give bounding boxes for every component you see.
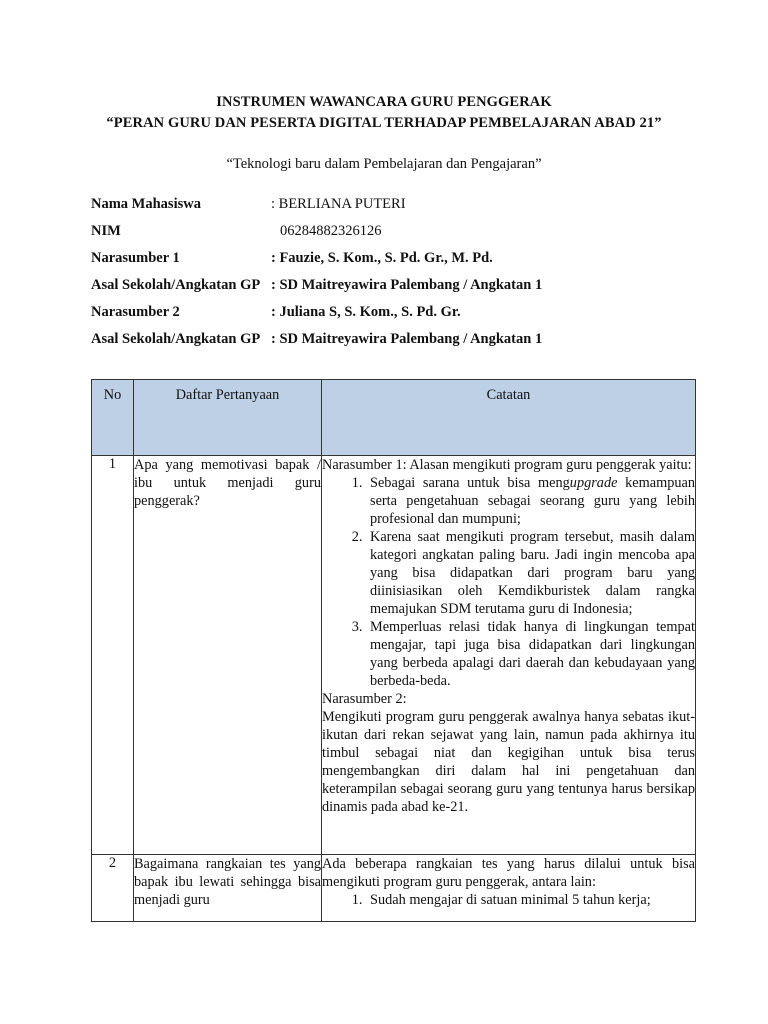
info-value: : BERLIANA PUTERI	[271, 196, 406, 212]
info-row-student-name	[91, 196, 711, 216]
info-row-narasumber-1	[91, 250, 711, 270]
info-label: NIM	[91, 223, 121, 239]
info-label: Narasumber 2	[91, 304, 180, 320]
row-question: Bagaimana rangkaian tes yang bapak ibu lewati sehingga bisa menjadi guru	[134, 855, 322, 922]
list-item: 3. Memperluas relasi tidak hanya di lingkungan tempat mengajar, tapi juga bisa didapatkan dari lingkungan yang berbeda apalagi dari daerah dan kebudayaan yang berbeda-beda.	[366, 618, 695, 690]
info-value: 06284882326126	[280, 223, 382, 239]
list-item: 2. Karena saat mengikuti program tersebut, masih dalam kategori angkatan paling baru. Jadi ingin mencoba apa yang bisa didapatkan dari program baru yang diinisiasikan oleh Kemdikburistek dalam rangka memajukan SDM terutama guru di Indonesia;	[366, 528, 695, 618]
notes-paragraph: Mengikuti program guru penggerak awalnya hanya sebatas ikut-ikutan dari rekan sejawat yang lain, namun pada akhirnya itu timbul sebagai niat dan kegigihan untuk bisa terus mengembangkan diri dalam hal ini pengetahuan dan keterampilan sebagai seorang guru yang tentunya harus bersikap dinamis pada abad ke-21.	[322, 709, 695, 815]
info-row-school-1	[91, 277, 711, 297]
row-question: Apa yang memotivasi bapak / ibu untuk menjadi guru penggerak?	[134, 456, 322, 855]
notes-list	[322, 891, 695, 909]
info-row-narasumber-2	[91, 304, 711, 324]
interview-table	[91, 379, 696, 922]
info-label: Asal Sekolah/Angkatan GP	[91, 331, 261, 347]
list-item: 1. Sudah mengajar di satuan minimal 5 tahun kerja;	[366, 891, 695, 909]
header-notes: Catatan	[322, 380, 696, 456]
list-item: 1. Sebagai sarana untuk bisa mengupgrade kemampuan serta pengetahuan sebagai seorang guru yang lebih profesional dan mumpuni;	[366, 474, 695, 528]
row-number: 1	[92, 456, 134, 855]
notes-intro: Narasumber 1: Alasan mengikuti program guru penggerak yaitu:	[322, 457, 692, 473]
row-notes	[322, 855, 696, 922]
info-value: : Fauzie, S. Kom., S. Pd. Gr., M. Pd.	[271, 250, 493, 266]
info-value: : SD Maitreyawira Palembang / Angkatan 1	[271, 331, 543, 347]
document-subtitle: “Teknologi baru dalam Pembelajaran dan Pengajaran”	[226, 156, 542, 172]
info-label: Asal Sekolah/Angkatan GP	[91, 277, 261, 293]
header-question: Daftar Pertanyaan	[134, 380, 322, 456]
info-row-school-2	[91, 331, 711, 351]
info-label: Narasumber 1	[91, 250, 180, 266]
table-row	[92, 855, 696, 922]
notes-intro: Narasumber 2:	[322, 691, 407, 707]
info-row-nim	[91, 223, 711, 243]
table-row	[92, 456, 696, 855]
info-value: : Juliana S, S. Kom., S. Pd. Gr.	[271, 304, 461, 320]
info-label: Nama Mahasiswa	[91, 196, 201, 212]
info-value: : SD Maitreyawira Palembang / Angkatan 1	[271, 277, 543, 293]
notes-intro: Ada beberapa rangkaian tes yang harus dilalui untuk bisa mengikuti program guru penggerak, antara lain:	[322, 856, 695, 890]
table-header-row	[92, 380, 696, 456]
row-number: 2	[92, 855, 134, 922]
document-title-line1: INSTRUMEN WAWANCARA GURU PENGGERAK	[216, 94, 552, 110]
document-title-line2: “PERAN GURU DAN PESERTA DIGITAL TERHADAP PEMBELAJARAN ABAD 21”	[106, 115, 662, 131]
row-notes	[322, 456, 696, 855]
notes-list	[322, 474, 695, 690]
header-no: No	[92, 380, 134, 456]
